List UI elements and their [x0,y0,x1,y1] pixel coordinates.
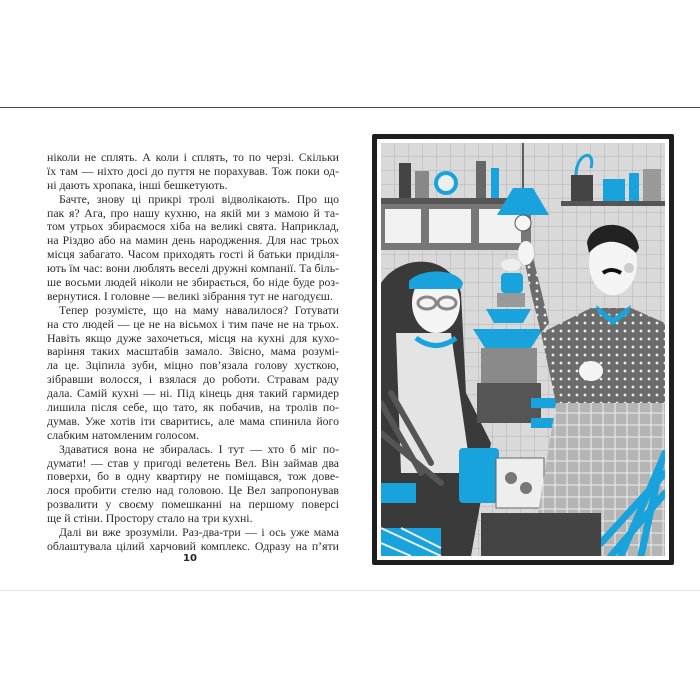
text-line: на Різдво або на мамин день народження. Для нас трьох [47,233,339,248]
text-line: поверхи, бо в одну квартиру не поміщався, тож дове- [47,469,339,484]
text-line: Здаватися вона не збиралась. І тут — хто б міг по- [59,441,339,456]
text-line: на сто людей — це не на вісьмох і тим паче не на трьох. [47,316,339,331]
text-line: Навіть якщо дуже захочеться, місця на кухні для кухо- [47,330,339,345]
text-line: Далі ви вже зрозуміли. Раз-два-три — і ось уже мама [59,525,339,540]
text-line: ше восьми людей ніколи не збирається, бо ніде буде роз- [47,275,339,290]
text-line: вернутися. І головне — великі зібрання тут не нагодуєш. [47,288,333,303]
text-line: місця забагато. Часом приходять гості й батьки приділя- [47,247,339,262]
text-line: пак я? Ага, про нашу кухню, на якій ми з мамою й та- [47,205,339,220]
kitchen-illustration [381,143,665,556]
text-line: розвалити у своєму помешканні на першому поверсі [47,497,339,512]
text-line: їх там — ніхто досі до пуття не порахував. Тож поки од- [47,163,339,178]
page-top-edge [0,107,700,108]
text-line: слабким натомленим голосом. [47,427,200,442]
text-line: думав. Уже хотів іти сваритись, але мама спинила його [47,413,339,428]
text-line: Тепер розумієте, що на маму навалилося? Готувати [59,302,339,317]
text-line: ніколи не сплять. А коли і сплять, то по черзі. Скільки [47,150,339,164]
illustration-frame [372,134,674,565]
text-line: ла це. Зціпила зуби, міцно пов’язала голову хусткою, [47,358,339,373]
text-line: Бачте, знову ці прикрі тролі відволікають. Про що [59,191,339,206]
text-line: облаштувала цілий харчовий комплекс. Одразу на п’яти [47,538,339,553]
text-line: думати! — став у пригоді велетень Вел. Він займав два [47,455,339,470]
text-line: ні дають хропака, інші бешкетують. [47,177,228,192]
text-line: лишила після себе, що тато, як побачив, на тролів по- [47,400,339,415]
text-line: ють їм час: вони люблять веселі дружні компанії. Та біль- [47,261,339,276]
text-line: том утрьох збираємося хіба на великі свята. Наприклад, [47,219,339,234]
page-number: 10 [183,553,197,564]
text-line: лося пробити стелю над головою. Це Вел запропонував [47,483,339,498]
left-page-text [47,151,339,554]
page-bottom-edge [0,590,700,591]
text-line: ще й стіни. Простору стало на три кухні. [47,511,253,526]
text-line: дала. Самій кухні — ні. Під кінець дня такий гармидер [47,386,339,401]
text-line: зібравши волосся, і взялася до роботи. Стравам раду [47,372,339,387]
text-line: варіння таких масштабів замало. Звісно, мама розумі- [47,344,339,359]
